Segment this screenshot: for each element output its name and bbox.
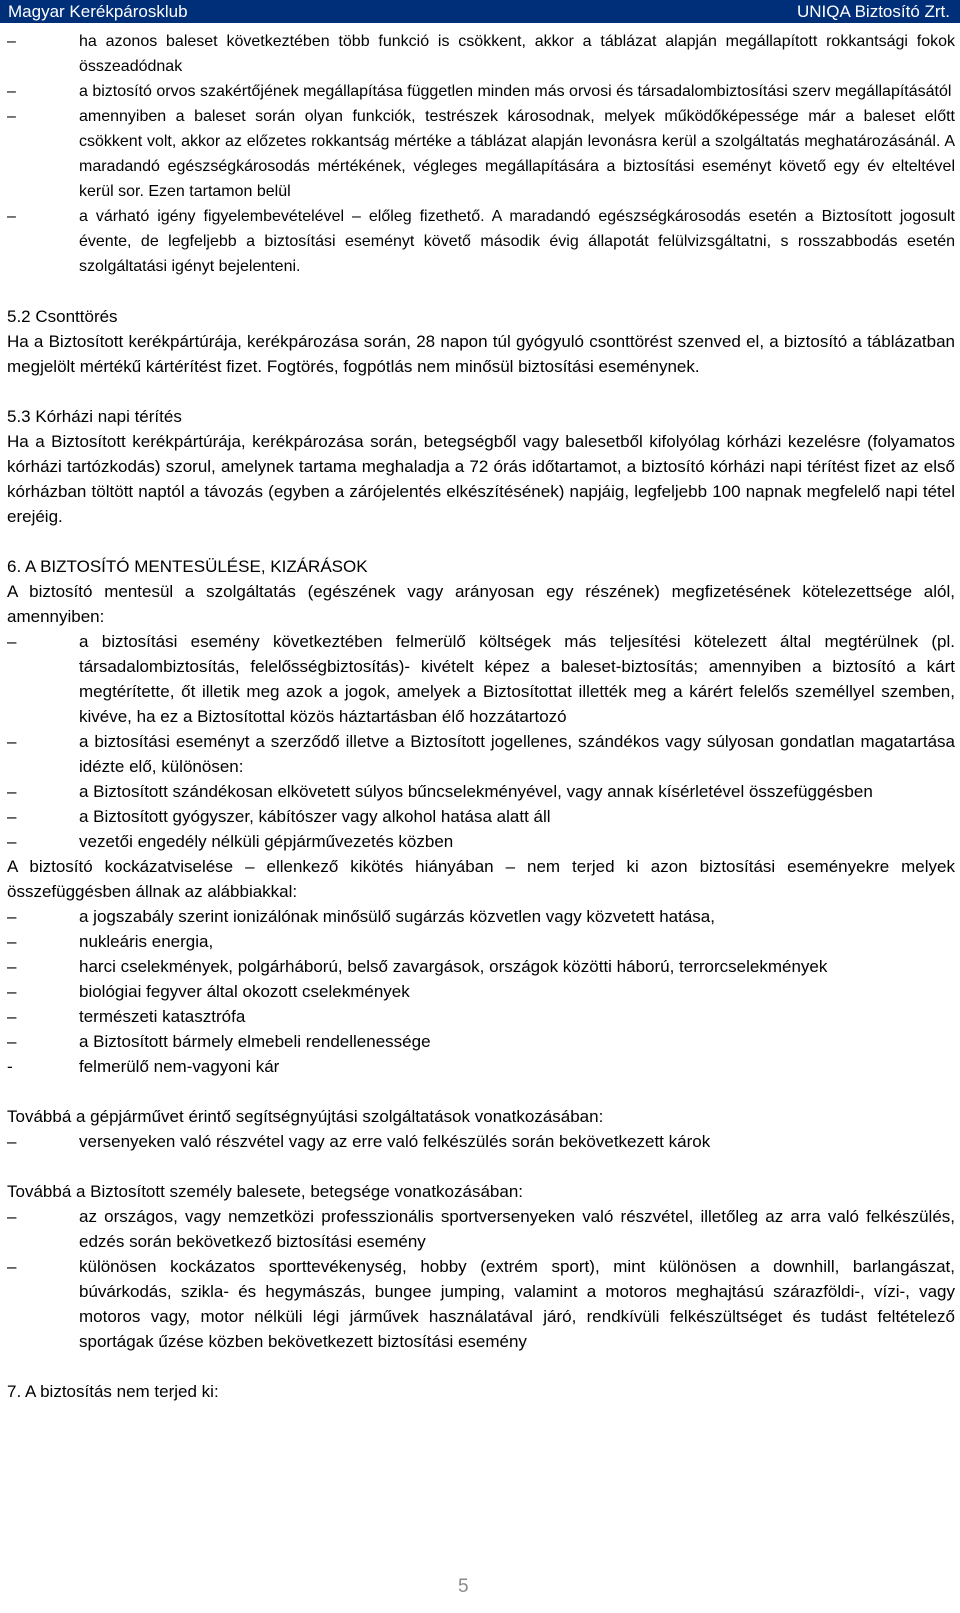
dash-marker: – [7, 832, 17, 851]
list-item [7, 1204, 955, 1254]
dash-marker: – [7, 1132, 17, 1151]
dash-marker: – [7, 957, 17, 976]
section-5-2-heading: 5.2 Csonttörés [7, 307, 118, 326]
list-item [7, 979, 955, 1004]
dash-marker: – [7, 208, 16, 225]
dash-marker: – [7, 1032, 17, 1051]
dash-marker: – [7, 807, 17, 826]
list-item-text: a biztosítási eseményt a szerződő illetve a Biztosított jogellenes, szándékos vagy súlyosan gondatlan magatartása idézte elő, különösen: [79, 732, 955, 776]
list-item-text: felmerülő nem-vagyoni kár [79, 1057, 280, 1076]
list-item [7, 204, 955, 279]
list-item-text: nukleáris energia, [79, 932, 214, 951]
list-item [7, 1129, 955, 1154]
rokkantsag-list [7, 29, 955, 279]
list-item-text: amennyiben a baleset során olyan funkciók, testrészek károsodnak, melyek működőképessége már a baleset előtt csökkent volt, akkor az előzetes rokkantság mértéke a táblázat alapján levonásra kerül a szolgáltatás meghatározásánál. A maradandó egészségkárosodás mértékének, végleges megállapítására a biztosítási eseményt követő egy év elteltével kerül sor. Ezen tartamon belül [79, 108, 955, 200]
list-item-text: harci cselekmények, polgárháború, belső zavargások, országok közötti háború, terrorcselekmények [79, 957, 828, 976]
dash-marker: – [7, 932, 17, 951]
dash-marker: – [7, 1207, 17, 1226]
section-6-intro-4: Továbbá a Biztosított személy balesete, betegsége vonatkozásában: [7, 1182, 523, 1201]
list-item [7, 954, 955, 979]
dash-marker: – [7, 33, 16, 50]
section-6-intro-2: A biztosító kockázatviselése – ellenkező kikötés hiányában – nem terjed ki azon biztosítási eseményekre melyek összefüggésben állnak az alábbiakkal: [7, 857, 955, 901]
list-item [7, 929, 955, 954]
dash-marker: – [7, 108, 16, 125]
list-item [7, 829, 955, 854]
dash-marker: – [7, 732, 17, 751]
header-left-title: Magyar Kerékpárosklub [8, 2, 188, 21]
list-item-text: természeti katasztrófa [79, 1007, 246, 1026]
list-item-text: a Biztosított szándékosan elkövetett súlyos bűncselekményével, vagy annak kísérletével összefüggésben [79, 782, 873, 801]
header-right-title: UNIQA Biztosító Zrt. [796, 2, 950, 21]
section-5-2-body: Ha a Biztosított kerékpártúrája, kerékpározása során, 28 napon túl gyógyuló csonttörést szenved el, a biztosító a táblázatban megjelölt mértékű kártérítést fizet. Fogtörés, fogpótlás nem minősül biztosítási eseménynek. [7, 332, 955, 376]
section-6-intro-3: Továbbá a gépjárművet érintő segítségnyújtási szolgáltatások vonatkozásában: [7, 1107, 604, 1126]
section-7-heading: 7. A biztosítás nem terjed ki: [7, 1382, 219, 1401]
list-item-text: a biztosító orvos szakértőjének megállapítása független minden más orvosi és társadalombiztosítási szerv megállapításától [79, 83, 952, 100]
dash-marker: – [7, 907, 17, 926]
document-body [7, 29, 955, 1404]
dash-marker: – [7, 1257, 17, 1276]
list-item-text: a Biztosított gyógyszer, kábítószer vagy alkohol hatása alatt áll [79, 807, 551, 826]
section-5-3-body: Ha a Biztosított kerékpártúrája, kerékpározása során, betegségből vagy balesetből kifolyólag kórházi kezelésre (folyamatos kórházi tartózkodás) szorul, amelynek tartama meghaladja a 72 órás időtartamot, a biztosító kórházi napi térítést fizet az első kórházban töltött naptól a távozás (egyben a zárójelentés elkészítésének) napjáig, legfeljebb 100 napnak megfelelő napi tétel erejéig. [7, 432, 955, 526]
list-item [7, 1029, 955, 1054]
hyphen-marker: - [7, 1057, 13, 1076]
list-item [7, 904, 955, 929]
list-item-text: az országos, vagy nemzetközi professzionális sportversenyeken való részvétel, illetőleg az arra való felkészülés, edzés során bekövetkező biztosítási esemény [79, 1207, 955, 1251]
list-item [7, 804, 955, 829]
list-item [7, 629, 955, 729]
section-6-intro: A biztosító mentesül a szolgáltatás (egészének vagy arányosan egy részének) megfizetésének kötelezettsége alól, amennyiben: [7, 582, 955, 626]
list-item [7, 779, 955, 804]
list-item-text: versenyeken való részvétel vagy az erre való felkészülés során bekövetkezett károk [79, 1132, 711, 1151]
dash-marker: – [7, 782, 17, 801]
list-item-text: a jogszabály szerint ionizálónak minősülő sugárzás közvetlen vagy közvetett hatása, [79, 907, 715, 926]
list-item-text: a biztosítási esemény következtében felmerülő költségek más teljesítési kötelezett által megtérülnek (pl. társadalombiztosítás, felelősségbiztosítás)- kivételt képez a baleset-biztosítás; amennyiben a biztosító a kárt megtérítette, őt illetik meg azok a jogok, amelyek a Biztosítottat illették meg a kárért felelős személlyel szemben, kivéve, ha ez a Biztosítottal közös háztartásban élő hozzátartozó [79, 632, 955, 726]
list-item [7, 1254, 955, 1354]
page-number: 5 [458, 1576, 469, 1597]
list-item-text: különösen kockázatos sporttevékenység, hobby (extrém sport), mint különösen a downhill, barlangászat, búvárkodás, szikla- és hegymászás, bungee jumping, valamint a motoros meghajtású szárazföldi-, vízi-, vagy motoros vagy, motor nélküli légi járművek használatával járó, rendkívüli felkészültséget és tudást feltételező sportágak űzése közben bekövetkezett biztosítási esemény [79, 1257, 955, 1351]
list-item [7, 104, 955, 204]
list-item-text: biológiai fegyver által okozott cselekmények [79, 982, 410, 1001]
list-item [7, 79, 955, 104]
list-item-text: a Biztosított bármely elmebeli rendellenessége [79, 1032, 431, 1051]
dash-marker: – [7, 83, 16, 100]
list-item-text: ha azonos baleset következtében több funkció is csökkent, akkor a táblázat alapján megállapított rokkantsági fokok összeadódnak [79, 33, 955, 75]
list-item [7, 29, 955, 79]
dash-marker: – [7, 1007, 17, 1026]
section-5-3-heading: 5.3 Kórházi napi térítés [7, 407, 182, 426]
section-6-heading: 6. A BIZTOSÍTÓ MENTESÜLÉSE, KIZÁRÁSOK [7, 557, 368, 576]
list-item [7, 1004, 955, 1029]
dash-marker: – [7, 632, 17, 651]
list-item [7, 729, 955, 779]
list-item-text: a várható igény figyelembevételével – előleg fizethető. A maradandó egészségkárosodás esetén a Biztosított jogosult évente, de legfeljebb a biztosítási eseményt követő második évig állapotát felülvizsgáltatni, s rosszabbodás esetén szolgáltatási igényt bejelenteni. [79, 208, 955, 275]
list-item-text: vezetői engedély nélküli gépjárművezetés közben [79, 832, 454, 851]
page-header [0, 0, 960, 23]
dash-marker: – [7, 982, 17, 1001]
list-item [7, 1054, 955, 1079]
